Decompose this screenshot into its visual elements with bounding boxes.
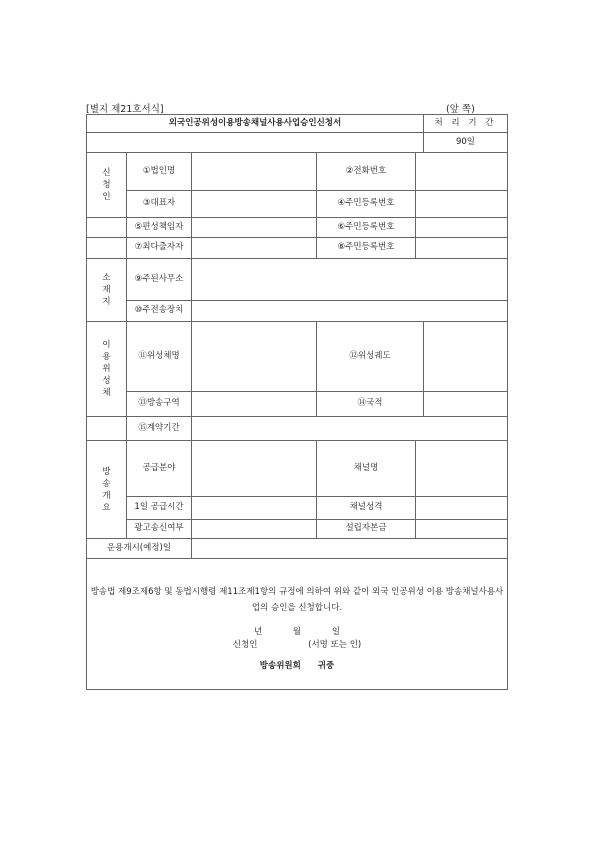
- supply-field-label: 공급분야: [127, 441, 192, 497]
- representative-label: ③대표자: [127, 191, 192, 218]
- section-satellite-label: 이용위성체: [102, 340, 111, 398]
- main-office-label: ⑨주된사무소: [127, 259, 192, 301]
- satellite-name-label: ⑪위성체명: [127, 322, 192, 392]
- page-side-label: (앞 쪽): [446, 104, 475, 115]
- programming-manager-value[interactable]: [192, 218, 317, 238]
- contract-period-value[interactable]: [192, 417, 508, 441]
- channel-character-value[interactable]: [416, 497, 508, 520]
- broadcast-area-value[interactable]: [192, 392, 317, 417]
- rrn-8-value[interactable]: [416, 238, 508, 259]
- largest-investor-value[interactable]: [192, 238, 317, 259]
- date-day-label: 일: [331, 626, 341, 637]
- blank-cell: [87, 238, 127, 259]
- rrn-6-label: ⑥주민등록번호: [317, 218, 416, 238]
- phone-label: ②전화번호: [317, 153, 416, 191]
- section-applicant: [87, 153, 127, 218]
- signature-label: (서명 또는 인): [308, 639, 362, 650]
- broadcast-area-label: ⑬방송구역: [127, 392, 192, 417]
- representative-value[interactable]: [192, 191, 317, 218]
- corp-name-label: ①법인명: [127, 153, 192, 191]
- main-transmitter-label: ⑩주전송장치: [127, 301, 192, 322]
- channel-name-label: 채널명: [317, 441, 416, 497]
- section-applicant-label: 신청인: [102, 168, 111, 202]
- corp-name-value[interactable]: [192, 153, 317, 191]
- contract-period-label: ⑮계약기간: [127, 417, 192, 441]
- rrn-6-value[interactable]: [416, 218, 508, 238]
- processing-period-value: 90일: [424, 133, 508, 153]
- application-form-table: [86, 114, 508, 690]
- form-title: 외국인공위성이용방송채널사용사업승인신청서: [87, 115, 424, 133]
- channel-name-value[interactable]: [416, 441, 508, 497]
- form-code: [별지 제21호서식]: [86, 104, 164, 115]
- section-broadcast: [87, 441, 127, 539]
- nationality-label: ⑭국적: [317, 392, 424, 417]
- applicant-line: [87, 641, 507, 651]
- operation-start-value[interactable]: [192, 539, 508, 559]
- declaration-text: 방송법 제9조제6항 및 동법시행령 제11조제1항의 규정에 의하여 위와 같이 외국 인공위성 이용 방송채널사용사업의 승인을 신청합니다.: [90, 586, 504, 613]
- satellite-orbit-value[interactable]: [424, 322, 508, 392]
- recipient-name: 방송위원회: [259, 661, 301, 672]
- ad-transmission-value[interactable]: [192, 520, 317, 539]
- operation-start-label: 운용개시(예정)일: [87, 539, 192, 559]
- rrn-4-label: ④주민등록번호: [317, 191, 416, 218]
- rrn-4-value[interactable]: [416, 191, 508, 218]
- title-blank-cell: [87, 133, 424, 153]
- processing-period-label: 처 리 기 간: [424, 115, 508, 133]
- founder-capital-value[interactable]: [416, 520, 508, 539]
- rrn-8-label: ⑧주민등록번호: [317, 238, 416, 259]
- supply-field-value[interactable]: [192, 441, 317, 497]
- declaration-section: [87, 559, 508, 690]
- applicant-label: 신청인: [232, 639, 258, 650]
- satellite-orbit-label: ⑫위성궤도: [317, 322, 424, 392]
- ad-transmission-label: 광고송신여부: [127, 520, 192, 539]
- founder-capital-label: 설립자본금: [317, 520, 416, 539]
- section-broadcast-label: 방송개요: [102, 466, 111, 513]
- date-line: [87, 628, 507, 638]
- section-location-label: 소재지: [102, 273, 111, 307]
- recipient-suffix: 귀중: [317, 661, 335, 672]
- nationality-value[interactable]: [424, 392, 508, 417]
- phone-value[interactable]: [416, 153, 508, 191]
- date-month-label: 월: [292, 626, 302, 637]
- section-location: [87, 259, 127, 322]
- daily-supply-hours-value[interactable]: [192, 497, 317, 520]
- daily-supply-hours-label: 1일 공급시간: [127, 497, 192, 520]
- blank-cell: [87, 417, 127, 441]
- channel-character-label: 채널성격: [317, 497, 416, 520]
- blank-cell: [87, 218, 127, 238]
- programming-manager-label: ⑤편성책임자: [127, 218, 192, 238]
- main-transmitter-value[interactable]: [192, 301, 508, 322]
- satellite-name-value[interactable]: [192, 322, 317, 392]
- date-year-label: 년: [253, 626, 263, 637]
- recipient-line: [87, 662, 507, 672]
- largest-investor-label: ⑦최다출자자: [127, 238, 192, 259]
- section-satellite: [87, 322, 127, 417]
- main-office-value[interactable]: [192, 259, 508, 301]
